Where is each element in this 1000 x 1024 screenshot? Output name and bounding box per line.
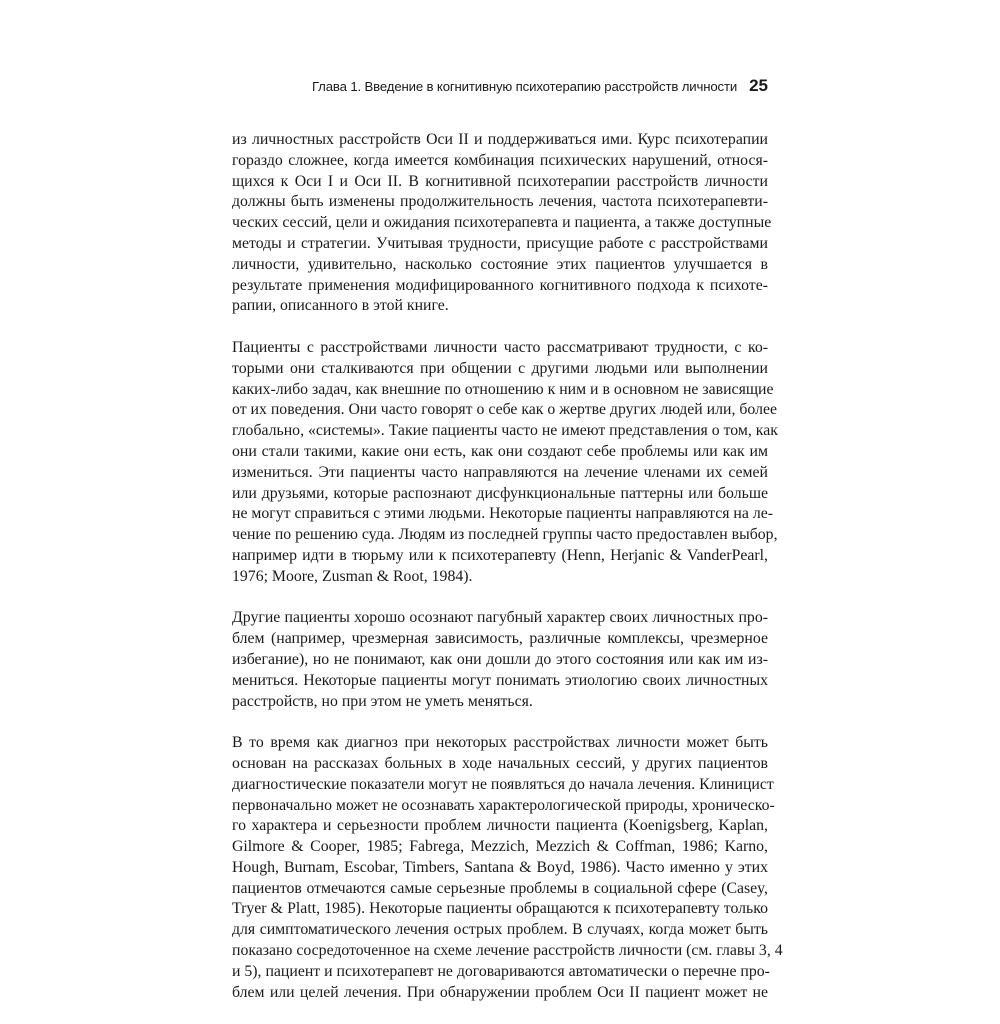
text-line: и 5), пациент и психотерапевт не договариваются автоматически о перечне про-: [232, 962, 770, 980]
body-text: [232, 130, 783, 1024]
text-line: диагностические показатели могут не появляться до начала лечения. Клиницист: [232, 775, 774, 793]
text-line: личности, удивительно, насколько состояние этих пациентов улучшается в: [232, 255, 768, 273]
text-line: например идти в тюрьму или к психотерапевту (Henn, Herjanic & VanderPearl,: [232, 546, 768, 564]
text-line: они стали такими, какие они есть, как они создают себе проблемы или как им: [232, 442, 768, 460]
text-line: Другие пациенты хорошо осознают пагубный характер своих личностных про-: [232, 609, 768, 627]
running-head: [232, 76, 768, 96]
text-line: методы и стратегии. Учитывая трудности, присущие работе с расстройствами: [232, 234, 768, 252]
text-line: пациентов отмечаются самые серьезные проблемы в социальной сфере (Casey,: [232, 879, 768, 897]
text-line: из личностных расстройств Оси II и поддерживаться ими. Курс психотерапии: [232, 131, 768, 148]
text-line: первоначально может не осознавать характерологической природы, хроническо-: [232, 796, 775, 814]
text-line: каких-либо задач, как внешние по отношению к ним и в основном не зависящие: [232, 380, 774, 398]
paragraph-2: [232, 338, 778, 588]
text-line: мениться. Некоторые пациенты могут понимать этиологию своих личностных: [232, 671, 768, 689]
text-line: для симптоматического лечения острых проблем. В случаях, когда может быть: [232, 921, 768, 939]
text-line: основан на рассказах больных в ходе начальных сессий, у других пациентов: [232, 754, 768, 772]
text-line: избегание), но не понимают, как они дошли до этого состояния или как им из-: [232, 650, 768, 668]
page-number: 25: [749, 76, 768, 95]
text-line: чение по решению суда. Людям из последней группы часто предоставлен выбор,: [232, 526, 778, 544]
text-line: блем или целей лечения. При обнаружении проблем Оси II пациент может не: [232, 983, 768, 1001]
text-line: расстройств, но при этом не уметь меняться.: [232, 692, 533, 710]
text-line: или друзьями, которые распознают дисфункциональные паттерны или больше: [232, 484, 768, 502]
text-line: Gilmore & Cooper, 1985; Fabrega, Mezzich, Mezzich & Coffman, 1986; Karno,: [232, 838, 768, 856]
text-line: рапии, описанного в этой книге.: [232, 297, 449, 315]
paragraph-4: [232, 733, 783, 1003]
text-line: ческих сессий, цели и ожидания психотерапевта и пациента, а также доступные: [232, 214, 772, 232]
text-line: показано сосредоточенное на схеме лечение расстройств личности (см. главы 3, 4: [232, 942, 783, 960]
paragraph-1: [232, 130, 772, 317]
text-line: гораздо сложнее, когда имеется комбинация психических нарушений, относя-: [232, 151, 768, 169]
chapter-title: Глава 1. Введение в когнитивную психотерапию расстройств личности: [311, 79, 738, 94]
text-line: Пациенты с расстройствами личности часто рассматривают трудности, с ко-: [232, 338, 768, 356]
text-line: от их поведения. Они часто говорят о себе как о жертве других людей или, более: [232, 401, 777, 419]
text-line: Hough, Burnam, Escobar, Timbers, Santana & Boyd, 1986). Часто именно у этих: [232, 858, 768, 876]
text-line: результате применения модифицированного когнитивного подхода к психоте-: [232, 276, 768, 294]
text-line: го характера и серьезности проблем личности пациента (Koenigsberg, Kaplan,: [232, 817, 768, 835]
text-line: глобально, «системы». Такие пациенты часто не имеют представления о том, как: [232, 422, 778, 440]
paragraph-3: [232, 608, 768, 712]
text-line: Tryer & Platt, 1985). Некоторые пациенты обращаются к психотерапевту только: [232, 900, 768, 918]
text-line: торыми они сталкиваются при общении с другими людьми или выполнении: [232, 359, 768, 377]
text-line: не могут справиться с этими людьми. Некоторые пациенты направляются на ле-: [232, 505, 773, 523]
text-line: блем (например, чрезмерная зависимость, различные комплексы, чрезмерное: [232, 630, 768, 648]
text-line: должны быть изменены продолжительность лечения, частота психотерапевти-: [232, 193, 768, 211]
text-line: В то время как диагноз при некоторых расстройствах личности может быть: [232, 734, 768, 752]
text-line: щихся к Оси I и Оси II. В когнитивной психотерапии расстройств личности: [232, 172, 768, 190]
text-line: 1976; Moore, Zusman & Root, 1984).: [232, 567, 473, 585]
text-line: измениться. Эти пациенты часто направляются на лечение членами их семей: [232, 463, 768, 481]
